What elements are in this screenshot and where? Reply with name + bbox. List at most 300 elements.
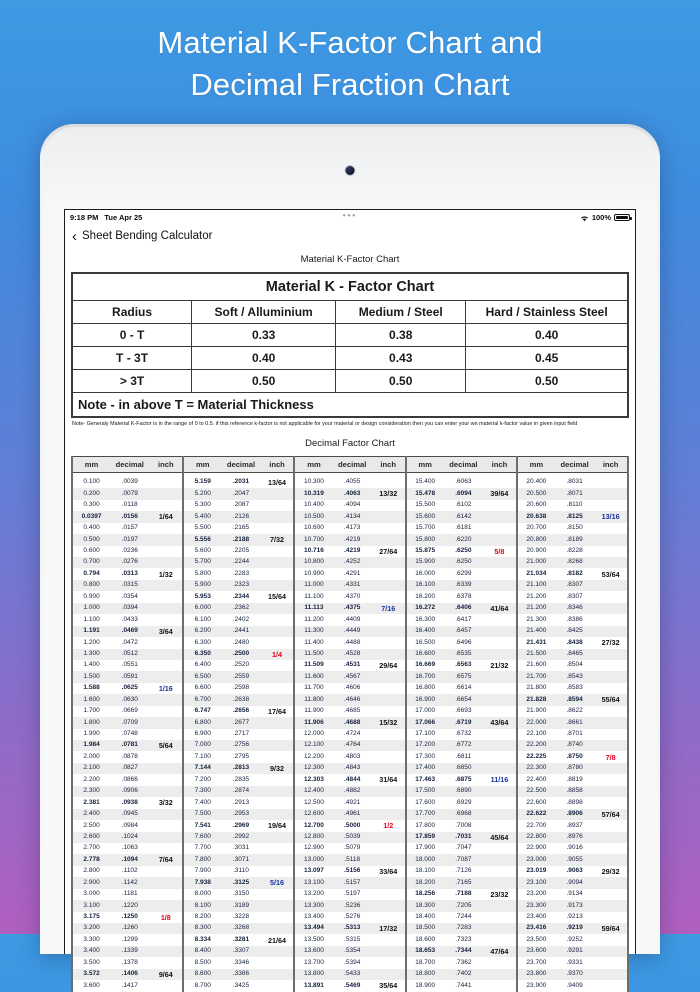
- cell-mm: 2.300: [83, 787, 100, 795]
- nav-back-label[interactable]: Sheet Bending Calculator: [82, 230, 213, 242]
- cell-mm: 11.800: [304, 695, 324, 703]
- tablet-bezel: [43, 127, 657, 991]
- ios-status-bar: [65, 210, 635, 224]
- table-row: [73, 660, 182, 671]
- table-row: [295, 866, 404, 877]
- table-row: [518, 591, 627, 602]
- table-row: [407, 912, 516, 923]
- cell-decimal: .2638: [232, 695, 250, 703]
- cell-mm: 13.100: [304, 878, 324, 886]
- table-row: [518, 706, 627, 717]
- cell-decimal: .4370: [344, 592, 361, 600]
- cell-mm: 17.600: [415, 798, 436, 806]
- table-row: [295, 957, 404, 968]
- table-row: [73, 797, 182, 808]
- cell-mm: 21.034: [526, 569, 547, 577]
- cell-mm: 13.891: [304, 981, 324, 989]
- table-row: [518, 843, 627, 854]
- cell-decimal: .8346: [566, 604, 583, 612]
- cell-decimal: .9094: [566, 878, 583, 886]
- table-row: [518, 797, 627, 808]
- table-row: [73, 694, 182, 705]
- k-cell-medium: 0.38: [336, 324, 466, 346]
- cell-inch-fraction: 15/64: [268, 592, 287, 602]
- table-row: [407, 751, 516, 762]
- cell-decimal: .2813: [232, 764, 250, 772]
- table-row: [407, 763, 516, 774]
- cell-mm: 5.300: [194, 501, 211, 509]
- cell-inch-fraction: 59/64: [601, 924, 620, 934]
- table-row: [184, 717, 293, 728]
- cell-decimal: .5079: [344, 844, 361, 852]
- cell-decimal: .2244: [232, 558, 250, 566]
- cell-mm: 23.500: [526, 935, 547, 943]
- table-row: [407, 534, 516, 545]
- table-row: [407, 546, 516, 557]
- table-row: [407, 603, 516, 614]
- battery-icon: [614, 214, 630, 221]
- cell-decimal: .4531: [344, 661, 361, 669]
- table-row: [295, 740, 404, 751]
- cell-mm: 12.400: [304, 787, 324, 795]
- cell-mm: 16.000: [415, 569, 436, 577]
- cell-mm: 6.800: [194, 718, 211, 726]
- cell-mm: 6.400: [194, 661, 211, 669]
- cell-inch-fraction: 5/8: [494, 546, 505, 556]
- k-header-hard: Hard / Stainless Steel: [485, 305, 608, 319]
- cell-mm: 7.800: [194, 855, 211, 863]
- decimal-column-group: [518, 456, 629, 992]
- cell-mm: 12.900: [304, 844, 324, 852]
- cell-decimal: .9055: [566, 855, 583, 863]
- cell-decimal: .5313: [344, 924, 361, 932]
- table-row: [295, 694, 404, 705]
- cell-decimal: .2500: [232, 649, 250, 657]
- table-row: [518, 866, 627, 877]
- table-row: [518, 969, 627, 980]
- table-row: [184, 740, 293, 751]
- cell-mm: 1.588: [83, 684, 100, 692]
- cell-inch-fraction: 3/64: [158, 626, 173, 636]
- table-row: [73, 751, 182, 762]
- table-row: [518, 477, 627, 488]
- cell-mm: 11.906: [304, 718, 324, 726]
- cell-decimal: .6250: [455, 558, 472, 566]
- table-row: [295, 614, 404, 625]
- table-row: [184, 534, 293, 545]
- cell-mm: 17.463: [415, 775, 436, 783]
- cell-decimal: .7323: [455, 935, 472, 943]
- cell-mm: 15.875: [415, 547, 436, 555]
- cell-decimal: .0039: [121, 478, 138, 486]
- cell-mm: 23.700: [526, 958, 547, 966]
- cell-mm: 21.200: [526, 604, 547, 612]
- table-row: [295, 649, 404, 660]
- cell-decimal: .2559: [232, 672, 250, 680]
- table-row: [73, 591, 182, 602]
- cell-decimal: .6299: [455, 569, 472, 577]
- table-row: [295, 729, 404, 740]
- k-header-medium: Medium / Steel: [336, 301, 466, 323]
- cell-decimal: .7188: [455, 890, 472, 898]
- table-row: [518, 534, 627, 545]
- cell-mm: 23.000: [526, 855, 547, 863]
- cell-decimal: .8268: [566, 558, 583, 566]
- cell-decimal: .8898: [566, 798, 583, 806]
- k-header-radius: Radius: [73, 301, 192, 323]
- cell-inch-fraction: 53/64: [601, 569, 620, 579]
- cell-mm: 2.700: [83, 844, 100, 852]
- cell-mm: 13.500: [304, 935, 324, 943]
- cell-mm: 0.900: [83, 592, 100, 600]
- cell-mm: 6.000: [194, 604, 211, 612]
- table-row: [407, 866, 516, 877]
- cell-decimal: .4375: [344, 604, 361, 612]
- cell-mm: 23.019: [526, 867, 547, 875]
- cell-mm: 2.400: [83, 810, 100, 818]
- table-row: [407, 980, 516, 991]
- k-cell-radius: 0 - T: [73, 324, 192, 346]
- cell-mm: 22.600: [526, 798, 547, 806]
- table-row: [184, 500, 293, 511]
- cell-decimal: .6220: [455, 535, 472, 543]
- cell-decimal: .6102: [455, 501, 472, 509]
- cell-decimal: .3110: [233, 867, 249, 875]
- table-row: [518, 660, 627, 671]
- cell-decimal: .4961: [344, 810, 361, 818]
- cell-mm: 13.700: [304, 958, 324, 966]
- cell-decimal: .3386: [232, 970, 250, 978]
- cell-decimal: .5039: [344, 832, 361, 840]
- cell-mm: 1.600: [83, 695, 100, 703]
- cell-mm: 5.556: [194, 535, 211, 543]
- table-row: [184, 729, 293, 740]
- table-row: [184, 637, 293, 648]
- cell-decimal: .0551: [121, 661, 138, 669]
- k-factor-disclaimer: Note- Generaly Material K-Factor is in the range of 0 to 0.5. if this reference k-factor is not applicable for your material or design consideration then you can enter your wn material k-factor value in given input field: [72, 421, 578, 427]
- cell-decimal: .4219: [344, 535, 361, 543]
- cell-mm: 5.900: [194, 581, 211, 589]
- cell-decimal: .5236: [344, 901, 361, 909]
- column-header-decimal: decimal: [226, 459, 256, 469]
- table-row: [73, 877, 182, 888]
- column-header-inch: inch: [158, 459, 174, 469]
- cell-mm: 1.700: [83, 707, 100, 715]
- cell-mm: 18.100: [415, 867, 436, 875]
- cell-decimal: .8976: [566, 832, 583, 840]
- cell-mm: 20.600: [526, 501, 547, 509]
- cell-decimal: .7205: [455, 901, 472, 909]
- cell-inch-fraction: 43/64: [490, 718, 509, 728]
- cell-mm: 7.541: [194, 821, 211, 829]
- cell-mm: 0.700: [83, 558, 100, 566]
- cell-mm: 6.100: [194, 615, 211, 623]
- cell-decimal: .7008: [455, 821, 472, 829]
- decimal-column-group: [407, 456, 518, 992]
- cell-decimal: .4409: [344, 615, 361, 623]
- cell-mm: 21.000: [526, 558, 547, 566]
- cell-mm: 20.700: [526, 524, 547, 532]
- cell-decimal: .4291: [344, 569, 361, 577]
- back-chevron-icon[interactable]: ‹: [72, 227, 77, 245]
- cell-mm: 21.100: [526, 581, 547, 589]
- column-header-mm: mm: [529, 459, 544, 469]
- cell-decimal: .4803: [344, 752, 361, 760]
- cell-decimal: .4921: [344, 798, 361, 806]
- cell-mm: 1.800: [83, 718, 100, 726]
- cell-decimal: .2598: [232, 684, 250, 692]
- cell-mm: 22.225: [526, 752, 547, 760]
- cell-inch-fraction: 15/32: [379, 718, 398, 728]
- decimal-column-header: [73, 456, 182, 473]
- cell-mm: 11.300: [304, 627, 324, 635]
- cell-mm: 7.600: [194, 832, 211, 840]
- table-row: [518, 946, 627, 957]
- table-row: [184, 683, 293, 694]
- cell-mm: 6.350: [194, 649, 211, 657]
- cell-inch-fraction: 39/64: [490, 489, 509, 499]
- decimal-column-group: [295, 456, 406, 992]
- cell-mm: 21.828: [526, 695, 547, 703]
- cell-inch-fraction: 13/32: [379, 489, 398, 499]
- table-row: [518, 786, 627, 797]
- cell-decimal: .4844: [344, 775, 361, 783]
- table-row: [73, 649, 182, 660]
- table-row: [518, 877, 627, 888]
- cell-mm: 12.200: [304, 752, 324, 760]
- cell-inch-fraction: 1/16: [158, 683, 173, 693]
- cell-decimal: .1220: [121, 901, 138, 909]
- cell-decimal: .2205: [232, 547, 250, 555]
- cell-mm: 17.700: [415, 810, 436, 818]
- cell-mm: 11.900: [304, 707, 324, 715]
- cell-decimal: .1260: [121, 924, 138, 932]
- table-row: [73, 671, 182, 682]
- cell-mm: 21.431: [526, 638, 547, 646]
- device-screen: [64, 209, 636, 991]
- cell-mm: 13.400: [304, 913, 324, 921]
- cell-decimal: .8031: [566, 478, 583, 486]
- table-row: [518, 980, 627, 991]
- table-row: [73, 568, 182, 579]
- table-row: [184, 877, 293, 888]
- cell-mm: 2.800: [83, 867, 100, 875]
- cell-decimal: .5118: [344, 855, 361, 863]
- table-row: [73, 866, 182, 877]
- cell-mm: 0.400: [83, 524, 100, 532]
- cell-mm: 17.800: [415, 821, 436, 829]
- cell-mm: 21.900: [526, 707, 547, 715]
- cell-decimal: .7362: [455, 958, 472, 966]
- k-factor-title-row: [73, 274, 627, 301]
- cell-mm: 18.000: [415, 855, 436, 863]
- table-row: [73, 706, 182, 717]
- cell-inch-fraction: 21/32: [490, 661, 509, 671]
- table-row: [295, 717, 404, 728]
- table-row: [295, 843, 404, 854]
- cell-decimal: .6772: [455, 741, 472, 749]
- table-row: [184, 546, 293, 557]
- table-row: [73, 820, 182, 831]
- decimal-column-header: [295, 456, 404, 473]
- cell-decimal: .4843: [344, 764, 361, 772]
- cell-mm: 20.500: [526, 489, 547, 497]
- cell-mm: 5.600: [194, 547, 211, 555]
- cell-mm: 8.600: [194, 970, 211, 978]
- cell-decimal: .8750: [566, 752, 583, 760]
- cell-decimal: .4688: [344, 718, 361, 726]
- cell-decimal: .0236: [121, 547, 138, 555]
- table-row: [184, 763, 293, 774]
- cell-mm: 0.794: [83, 569, 100, 577]
- cell-decimal: .6968: [455, 810, 472, 818]
- table-row: [184, 626, 293, 637]
- promo-headline: [0, 22, 700, 107]
- cell-mm: 21.500: [526, 649, 547, 657]
- cell-decimal: .9252: [566, 935, 583, 943]
- table-row: [295, 523, 404, 534]
- table-row: [295, 820, 404, 831]
- k-cell-radius: T - 3T: [73, 347, 192, 369]
- cell-decimal: .0118: [121, 501, 138, 509]
- table-row: [184, 820, 293, 831]
- table-row: [295, 923, 404, 934]
- cell-mm: 0.0397: [81, 512, 102, 520]
- cell-inch-fraction: 23/32: [490, 889, 509, 899]
- table-row: [295, 912, 404, 923]
- table-row: [407, 854, 516, 865]
- cell-decimal: .4606: [344, 684, 361, 692]
- k-cell-hard: 0.40: [534, 328, 559, 342]
- table-row: [184, 900, 293, 911]
- cell-mm: 13.000: [304, 855, 324, 863]
- cell-mm: 3.400: [83, 947, 100, 955]
- cell-mm: 18.600: [415, 935, 436, 943]
- cell-mm: 7.300: [194, 787, 211, 795]
- cell-mm: 3.200: [83, 924, 100, 932]
- cell-mm: 22.800: [526, 832, 547, 840]
- cell-decimal: .6929: [455, 798, 472, 806]
- table-row: [184, 946, 293, 957]
- cell-mm: 10.900: [304, 569, 324, 577]
- table-row: [73, 740, 182, 751]
- decimal-column-group: [73, 456, 184, 992]
- cell-decimal: .3346: [232, 958, 250, 966]
- cell-decimal: .2480: [232, 638, 250, 646]
- table-row: [295, 797, 404, 808]
- table-row: [407, 900, 516, 911]
- cell-mm: 7.700: [194, 844, 211, 852]
- cell-mm: 20.638: [526, 512, 547, 520]
- cell-decimal: .8307: [566, 592, 583, 600]
- cell-inch-fraction: 33/64: [379, 866, 398, 876]
- cell-mm: 16.669: [415, 661, 436, 669]
- cell-decimal: .8622: [566, 707, 583, 715]
- cell-decimal: .8425: [566, 627, 583, 635]
- cell-decimal: .4331: [344, 581, 361, 589]
- table-row: [73, 854, 182, 865]
- cell-decimal: .1142: [121, 878, 138, 886]
- cell-decimal: .6063: [455, 478, 472, 486]
- cell-mm: 7.500: [194, 810, 211, 818]
- cell-mm: 1.100: [83, 615, 100, 623]
- cell-mm: 10.800: [304, 558, 324, 566]
- k-factor-note: Note - in above T = Material Thickness: [78, 397, 314, 412]
- table-row: [184, 751, 293, 762]
- table-row: [184, 889, 293, 900]
- cell-mm: 12.100: [304, 741, 324, 749]
- table-row: [518, 500, 627, 511]
- cell-decimal: .2913: [232, 798, 250, 806]
- cell-decimal: .4219: [344, 547, 361, 555]
- cell-decimal: .6535: [455, 649, 472, 657]
- cell-inch-fraction: 7/16: [381, 603, 396, 613]
- cell-decimal: .4063: [344, 489, 361, 497]
- cell-mm: 1.200: [83, 638, 100, 646]
- cell-decimal: .6378: [455, 592, 472, 600]
- table-row: [518, 603, 627, 614]
- cell-mm: 17.900: [415, 844, 436, 852]
- table-row: [73, 774, 182, 785]
- cell-mm: 5.200: [194, 489, 211, 497]
- cell-mm: 0.100: [83, 478, 100, 486]
- cell-decimal: .0313: [121, 569, 138, 577]
- cell-mm: 23.416: [526, 924, 547, 932]
- cell-decimal: .0079: [121, 489, 138, 497]
- cell-mm: 16.300: [415, 615, 436, 623]
- table-row: [295, 591, 404, 602]
- cell-decimal: .2047: [232, 489, 250, 497]
- cell-mm: 10.300: [304, 478, 324, 486]
- cell-decimal: .8583: [566, 684, 583, 692]
- cell-mm: 8.500: [194, 958, 211, 966]
- cell-decimal: .6654: [455, 695, 472, 703]
- table-row: [184, 694, 293, 705]
- cell-mm: 18.700: [415, 958, 436, 966]
- cell-mm: 22.622: [526, 810, 547, 818]
- table-row: [407, 797, 516, 808]
- table-row: [295, 786, 404, 797]
- table-row: [73, 900, 182, 911]
- cell-decimal: .9409: [566, 981, 583, 989]
- cell-mm: 22.200: [526, 741, 547, 749]
- cell-decimal: .7344: [455, 947, 472, 955]
- table-row: [518, 614, 627, 625]
- table-row: [295, 500, 404, 511]
- cell-mm: 11.700: [304, 684, 324, 692]
- cell-inch-fraction: 29/64: [379, 661, 398, 671]
- cell-decimal: .0157: [121, 524, 138, 532]
- cell-decimal: .6250: [455, 547, 472, 555]
- cell-mm: 22.300: [526, 764, 547, 772]
- cell-mm: 7.144: [194, 764, 211, 772]
- cell-mm: 11.113: [304, 604, 324, 612]
- table-row: [73, 500, 182, 511]
- table-row: [73, 347, 627, 370]
- cell-decimal: .9219: [566, 924, 583, 932]
- cell-decimal: .2874: [232, 787, 250, 795]
- table-row: [407, 717, 516, 728]
- cell-mm: 2.381: [83, 798, 100, 806]
- cell-mm: 16.800: [415, 684, 436, 692]
- k-factor-header-row: [73, 301, 627, 324]
- cell-decimal: .8307: [566, 581, 583, 589]
- table-row: [73, 809, 182, 820]
- cell-decimal: .8906: [566, 810, 583, 818]
- cell-mm: 11.000: [304, 581, 324, 589]
- table-row: [407, 523, 516, 534]
- cell-inch-fraction: 7/8: [605, 752, 616, 762]
